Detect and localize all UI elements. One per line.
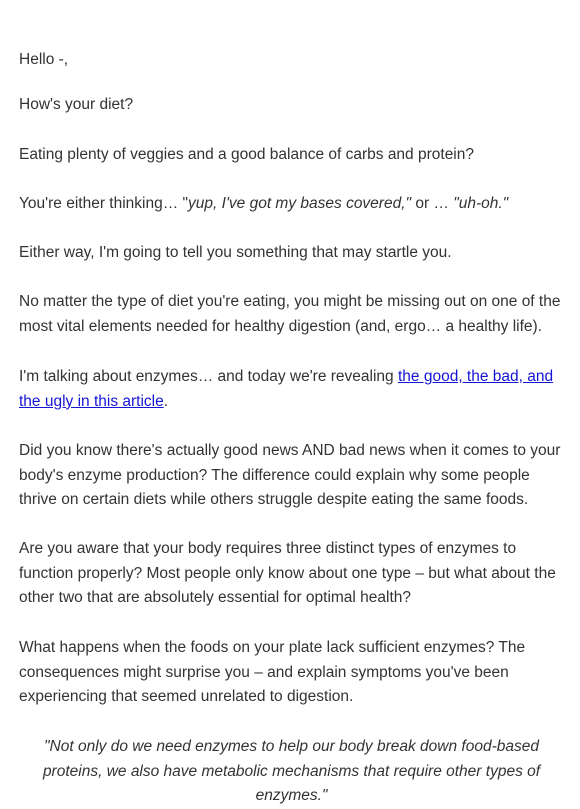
paragraph-plate: What happens when the foods on your plate lack sufficient enzymes? The consequences might surprise you – and explain symptoms you've been experiencing that seemed unrelated to digestion. [19,639,526,706]
enzymes-text: I'm talking about enzymes… and today we're revealing [19,368,398,385]
thinking-quote-uhoh: "uh-oh." [453,195,509,212]
paragraph-thinking [19,192,564,217]
thinking-text: You're either thinking… " [19,195,189,212]
thinking-quote-yup: yup, I've got my bases covered," [188,195,412,212]
greeting: Hello -, [19,51,69,68]
paragraph-diet-question: How's your diet? [19,96,134,113]
article-link[interactable]: the good, the bad, and the ugly in this article [19,368,554,410]
paragraph-veggies: Eating plenty of veggies and a good balance of carbs and protein? [19,146,474,163]
paragraph-diet-type: No matter the type of diet you're eating, you might be missing out on one of the most vital elements needed for healthy digestion (and, ergo… a healthy life). [19,293,561,335]
enzymes-period: . [163,392,169,410]
paragraph-startle: Either way, I'm going to tell you something that may startle you. [19,244,452,261]
pull-quote: "Not only do we need enzymes to help our body break down food-based proteins, we also have metabolic mechanisms that require other types of enzymes." [42,738,541,805]
paragraph-enzymes [19,365,564,414]
thinking-or: or … [411,195,454,212]
paragraph-three-types: Are you aware that your body requires three distinct types of enzymes to function properly? Most people only know about one type – but what about the other two that are absolutely essential for optimal health? [19,540,556,607]
paragraph-good-bad-news: Did you know there's actually good news AND bad news when it comes to your body's enzyme production? The difference could explain why some people thrive on certain diets while others struggle despite eating the same foods. [19,442,561,509]
